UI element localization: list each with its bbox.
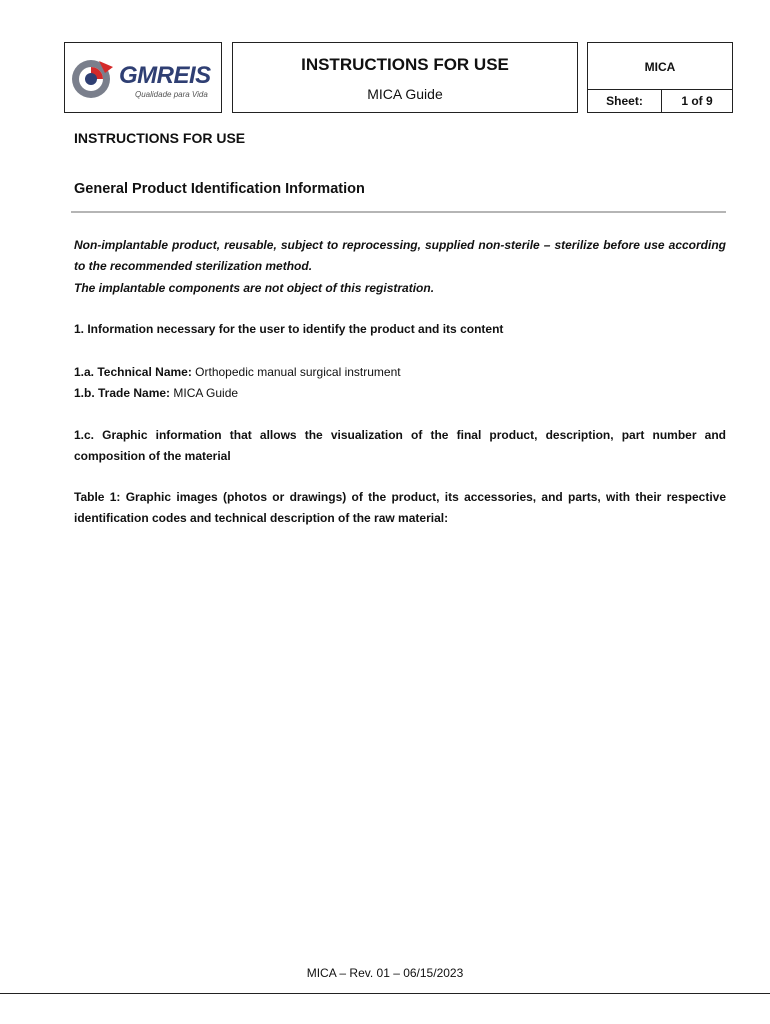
- code-divider: [588, 89, 732, 90]
- document-title-box: [232, 42, 578, 113]
- table-1-caption: Table 1: Graphic images (photos or drawings) of the product, its accessories, and parts, with their respective identification codes and technical description of the raw material:: [74, 490, 726, 525]
- sheet-label: Sheet:: [606, 94, 643, 108]
- logo-box: [64, 42, 222, 113]
- section-heading: INSTRUCTIONS FOR USE: [74, 130, 246, 146]
- trade-name-line: [74, 383, 726, 404]
- logo-wordmark: GMREIS: [119, 62, 211, 89]
- sheet-value: 1 of 9: [681, 94, 713, 108]
- sterility-notice: Non-implantable product, reusable, subject to reprocessing, supplied non-sterile – sterilize before use according to the recommended sterilization method.: [74, 238, 726, 273]
- section-subheading: General Product Identification Information: [74, 181, 365, 197]
- trade-name-value: MICA Guide: [170, 386, 239, 400]
- gmreis-logo-mark: [69, 57, 119, 101]
- document-code-box: [587, 42, 733, 113]
- implantable-notice: The implantable components are not object of this registration.: [74, 281, 435, 295]
- footer-revision: MICA – Rev. 01 – 06/15/2023: [306, 966, 464, 980]
- horizontal-rule: [71, 211, 726, 213]
- document-subtitle: MICA Guide: [367, 86, 443, 102]
- document-code: MICA: [644, 60, 676, 74]
- logo-tagline: Qualidade para Vida: [135, 90, 208, 99]
- document-title: INSTRUCTIONS FOR USE: [301, 55, 509, 74]
- footer-rule: [0, 993, 770, 994]
- technical-name-value: Orthopedic manual surgical instrument: [191, 365, 401, 379]
- section-1-title: 1. Information necessary for the user to identify the product and its content: [74, 322, 504, 336]
- section-1c-title: 1.c. Graphic information that allows the visualization of the final product, description, part number and composition of the material: [74, 428, 726, 463]
- trade-name-label: 1.b. Trade Name:: [74, 386, 171, 400]
- technical-name-label: 1.a. Technical Name:: [74, 365, 192, 379]
- technical-name-line: [74, 362, 726, 383]
